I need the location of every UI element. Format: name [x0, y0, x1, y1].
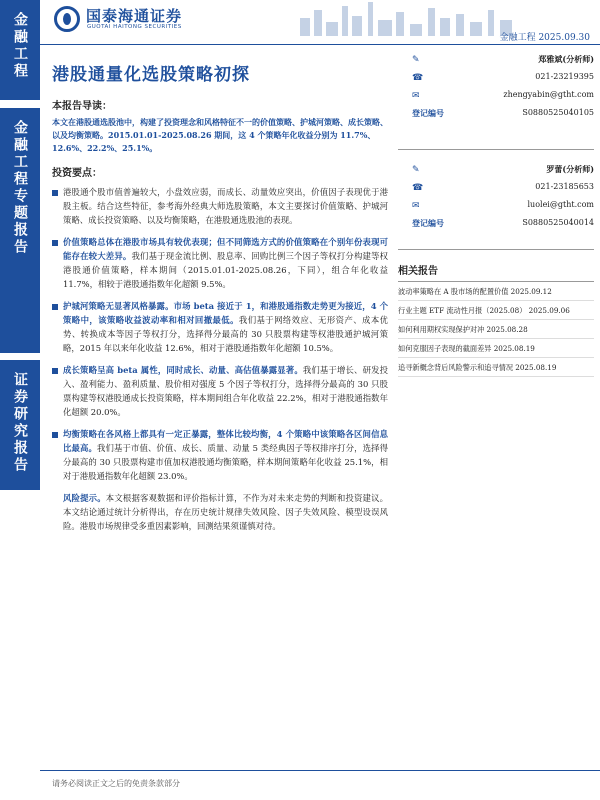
related-reports: [398, 262, 594, 377]
report-body: [52, 100, 388, 533]
footer-divider: [40, 770, 600, 771]
related-report-link[interactable]: 如何克服因子表现的截面差异 2025.08.19: [398, 339, 594, 358]
guide-heading: 本报告导读：: [52, 101, 112, 112]
related-report-link[interactable]: 波动率策略在 A 股市场的配置价值 2025.09.12: [398, 282, 594, 301]
sidebar-category: 金融工程: [0, 0, 40, 100]
person-icon: ✎: [412, 165, 420, 175]
header-divider: [40, 44, 600, 45]
related-report-link[interactable]: 行业主题 ETF 流动性月报（2025.08） 2025.09.06: [398, 301, 594, 320]
points-heading: 投资要点：: [52, 168, 102, 179]
sidebar-report-type: 金融工程专题报告: [0, 108, 40, 353]
point-item: 价值策略总体在港股市场具有较优表现；但不同筛选方式的价值策略在个别年份表现可能存在较大差异。我们基于现金流比例、股息率、回购比例三个因子等权打分构建等权港股通价值策略，样本期间（2015.01.01-2025.08.26，下同），组合年化收益 11.7%，相较于港股通指数年化超额 9.5%。: [52, 235, 388, 291]
company-name: 国泰海通证券: [86, 7, 183, 25]
analyst-card: ✎ 郑雅斌(分析师) ☎ 021-23219395 ✉ zhengyabin@gtht.com 登记编号 S0880525040105: [398, 50, 594, 150]
analyst-card: ✎ 罗蕾(分析师) ☎ 021-23185653 ✉ luolei@gtht.com 登记编号 S0880525040014: [398, 150, 594, 250]
disclaimer-footer: 请务必阅读正文之后的免责条款部分: [52, 779, 180, 788]
point-item: 护城河策略无显著风格暴露。市场 beta 接近于 1，和港股通指数走势更为接近，4 个策略中，该策略收益波动率和相对回撤最低。我们基于网络效应、无形资产、成本优势、转换成本等因子等权打分，选择得分最高的 30 只股票构建等权港股通护城河策略，2015 年以来年化收益 12.6%，相对于港股通指数年化超额 10.5%。: [52, 299, 388, 355]
sidebar-doc-class: 证券研究报告: [0, 360, 40, 490]
related-reports-title: 相关报告: [398, 262, 594, 282]
risk-disclosure: 风险提示。本文根据客观数据和评价指标计算，不作为对未来走势的判断和投资建议。本文结论通过统计分析得出，存在历史统计规律失效风险、因子失效风险、模型设误风险。港股市场规律受多重因素影响，回测结果须谨慎对待。: [63, 493, 389, 531]
related-report-link[interactable]: 如何利用期权实现保护对冲 2025.08.28: [398, 320, 594, 339]
page-header: [40, 0, 600, 44]
email-icon: ✉: [412, 201, 420, 211]
person-icon: ✎: [412, 55, 420, 65]
company-logo-icon: [54, 6, 80, 32]
report-title: 港股通量化选股策略初探: [52, 65, 250, 85]
phone-icon: ☎: [412, 183, 424, 193]
point-item: 成长策略呈高 beta 属性，同时成长、动量、高估值暴露显著。我们基于增长、研发投入、盈利能力、盈利质量、股价相对强度 5 个因子等权打分，选择得分最高的 30 只股票构建等权港股通成长投资策略，样本期间组合年化收益 22.2%，相对于港股通指数年化超额 20.0%。: [52, 363, 388, 419]
email-icon: ✉: [412, 91, 420, 101]
report-category-date: 金融工程 2025.09.30: [499, 33, 590, 43]
phone-icon: ☎: [412, 73, 424, 83]
skyline-decoration-icon: [290, 0, 520, 36]
point-item: 均衡策略在各风格上都具有一定正暴露，整体比较均衡，4 个策略中该策略各区间信息比最高。我们基于市值、价值、成长、质量、动量 5 类经典因子等权排序打分，选择得分最高的 30 只股票构建市值加权港股通均衡策略，样本期间策略年化收益 25.1%，相对于港股通指数年化超额 23.0%。: [52, 427, 388, 483]
sidebar: [0, 0, 40, 800]
related-report-link[interactable]: 追寻新概念背后风险警示和追寻情况 2025.08.19: [398, 358, 594, 377]
company-name-en: GUOTAI HAITONG SECURITIES: [87, 24, 182, 30]
analyst-panel: [398, 50, 594, 250]
point-item: 港股通个股市值普遍较大，小盘效应弱，而成长、动量效应突出，价值因子表现优于港股主板。结合这些特征，参考海外经典大师选股策略，本文主要探讨价值策略、护城河策略、成长投资策略、以及均衡策略，在港股通选股池的表现。: [52, 185, 388, 227]
guide-text: 本文在港股通选股池中，构建了投资理念和风格特征不一的价值策略、护城河策略、成长策略、以及均衡策略。2015.01.01-2025.08.26 期间，这 4 个策略年化收益分别为 11.7%、12.6%、22.2%、25.1%。: [52, 117, 388, 153]
